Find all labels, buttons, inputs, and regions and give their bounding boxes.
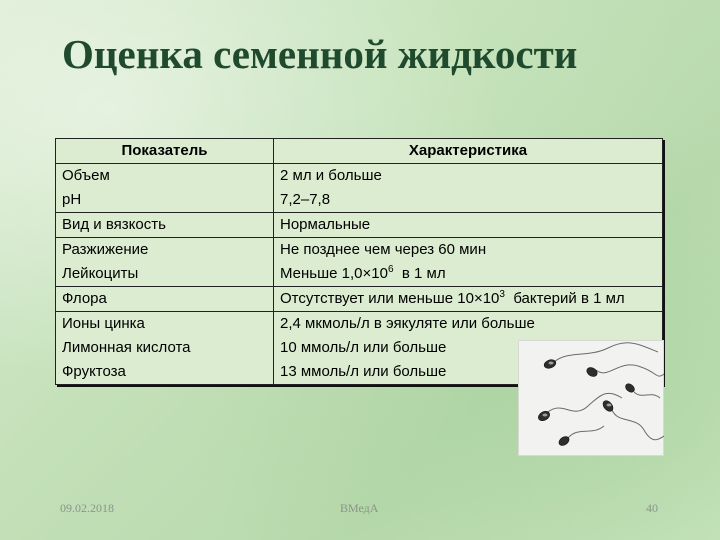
leukocytes-unit: в 1 мл	[401, 265, 446, 282]
footer-page-number: 40	[646, 501, 658, 515]
flora-unit: бактерий в 1 мл	[513, 290, 625, 307]
value-liquefaction: Не позднее чем через 60 мин	[280, 241, 487, 258]
param-cell	[56, 238, 274, 287]
param-leukocytes: Лейкоциты	[62, 265, 139, 282]
param-liquefaction: Разжижение	[62, 241, 149, 258]
table-row	[56, 238, 663, 287]
header-parameter: Показатель	[56, 139, 274, 164]
table-row	[56, 213, 663, 238]
value-flora	[280, 287, 656, 311]
value-cell	[274, 213, 663, 238]
param-fructose: Фруктоза	[62, 363, 126, 380]
param-flora: Флора	[62, 290, 107, 307]
param-cell	[56, 287, 274, 312]
param-ph: pH	[62, 191, 82, 208]
param-zinc: Ионы цинка	[62, 315, 145, 332]
value-ph: 7,2–7,8	[280, 191, 331, 208]
footer-organization: ВМедА	[340, 501, 379, 515]
leukocytes-exponent: 6	[387, 264, 394, 275]
value-fructose: 13 ммоль/л или больше	[280, 363, 447, 380]
leukocytes-base: Меньше 1,0×10	[280, 265, 388, 282]
value-citric-acid: 10 ммоль/л или больше	[280, 339, 447, 356]
sperm-micrograph-image	[518, 340, 664, 456]
header-characteristic: Характеристика	[274, 139, 663, 164]
flora-exponent: 3	[499, 289, 505, 300]
value-cell	[274, 164, 663, 213]
param-cell	[56, 312, 274, 385]
param-appearance: Вид и вязкость	[62, 216, 166, 233]
table-header-row	[56, 139, 663, 164]
table-row	[56, 287, 663, 312]
value-volume: 2 мл и больше	[280, 167, 382, 184]
value-zinc: 2,4 мкмоль/л в эякуляте или больше	[280, 315, 535, 332]
sperm-micrograph-icon	[518, 340, 664, 456]
slide-title: Оценка семенной жидкости	[62, 31, 578, 77]
flora-base: Отсутствует или меньше 10×10	[280, 290, 500, 307]
param-cell	[56, 164, 274, 213]
param-citric-acid: Лимонная кислота	[62, 339, 191, 356]
value-leukocytes	[280, 262, 656, 286]
table-row	[56, 164, 663, 213]
param-cell	[56, 213, 274, 238]
param-volume: Объем	[62, 167, 110, 184]
value-cell	[274, 238, 663, 287]
value-cell	[274, 287, 663, 312]
value-appearance: Нормальные	[280, 216, 371, 233]
footer-date: 09.02.2018	[60, 501, 114, 515]
